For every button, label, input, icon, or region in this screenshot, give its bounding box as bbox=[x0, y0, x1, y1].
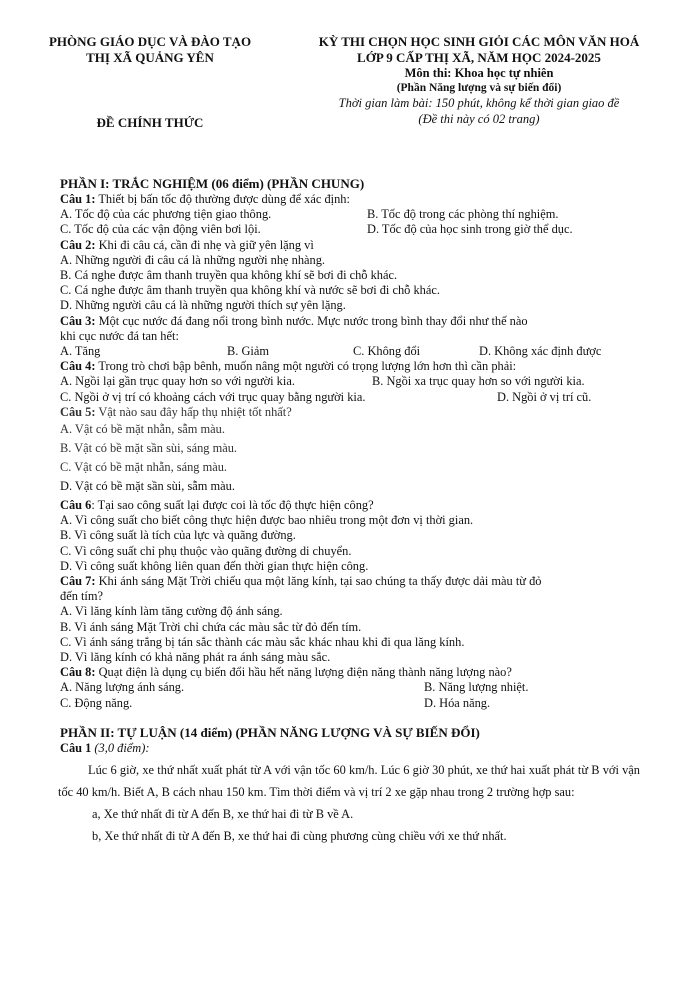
question-1 bbox=[60, 192, 640, 207]
question-3 bbox=[60, 314, 640, 329]
question-2 bbox=[60, 238, 640, 253]
question-label: Câu 5: bbox=[60, 404, 96, 419]
options-row bbox=[60, 680, 640, 695]
exam-time: Thời gian làm bài: 150 phút, không kể thời gian giao đề bbox=[338, 96, 620, 110]
question-label: Câu 3: bbox=[60, 313, 96, 328]
issuer-block bbox=[26, 34, 274, 66]
part2-title: PHẦN II: TỰ LUẬN (14 điểm) (PHẦN NĂNG LƯỢNG VÀ SỰ BIẾN ĐỔI) bbox=[60, 724, 480, 740]
essay-case-a: a, Xe thứ nhất đi từ A đến B, xe thứ hai đi từ B về A. bbox=[92, 807, 354, 822]
option-a: A. Vì lăng kính làm tăng cường độ ánh sáng. bbox=[60, 604, 283, 619]
exam-subject: Môn thi: Khoa học tự nhiên bbox=[404, 66, 554, 80]
option-a: A. Vì công suất cho biết công thực hiện được bao nhiêu trong một đơn vị thời gian. bbox=[60, 513, 474, 528]
question-label: Câu 7: bbox=[60, 574, 96, 589]
question-7 bbox=[60, 574, 640, 589]
question-label: Câu 8: bbox=[60, 665, 96, 680]
option-c: C. Ngồi ở vị trí có khoảng cách với trục quay bằng người kia. bbox=[60, 389, 366, 404]
question-text: Khi đi câu cá, cần đi nhẹ và giữ yên lặng vì bbox=[95, 237, 314, 252]
question-4 bbox=[60, 359, 640, 374]
options-row bbox=[60, 207, 640, 222]
option-d: D. Vật có bề mặt sần sùi, sẫm màu. bbox=[60, 479, 235, 494]
question-text: Thiết bị bấn tốc độ thường được dùng để xác định: bbox=[95, 192, 350, 206]
essay-question-1-text: Lúc 6 giờ, xe thứ nhất xuất phát từ A với vận tốc 60 km/h. Lúc 6 giờ 30 phút, xe thứ hai xuất phát từ B với vận tốc 40 km/h. Biết A, B cách nhau 150 km. Tìm thời điểm và vị trí 2 xe gặp nhau trong 2 trường hợp sau: bbox=[58, 763, 640, 800]
option-a: A. Tốc độ của các phương tiện giao thông. bbox=[60, 207, 272, 222]
question-6 bbox=[60, 498, 640, 513]
option-a: A. Ngồi lại gần trục quay hơn so với người kia. bbox=[60, 374, 295, 389]
question-5 bbox=[60, 405, 640, 420]
official-label: ĐỀ CHÍNH THỨC bbox=[96, 115, 204, 130]
essay-question-1-heading bbox=[60, 741, 640, 756]
question-text: Trong trò chơi bập bênh, muốn nâng một người có trọng lượng lớn hơn thì cần phải: bbox=[95, 359, 517, 374]
option-a: A. Những người đi câu cá là những người nhẹ nhàng. bbox=[60, 252, 326, 267]
option-d: D. Ngồi ở vị trí cũ. bbox=[497, 389, 592, 404]
exam-title-line-1: KỲ THI CHỌN HỌC SINH GIỎI CÁC MÔN VĂN HOÁ bbox=[318, 34, 640, 49]
question-label: Câu 4: bbox=[60, 359, 96, 374]
option-b: B. Cá nghe được âm thanh truyền qua không khí sẽ bơi đi chỗ khác. bbox=[60, 268, 398, 283]
option-a: A. Tăng bbox=[60, 344, 101, 359]
question-text-cont: đến tím? bbox=[60, 589, 104, 604]
question-label: Câu 6 bbox=[60, 498, 92, 513]
option-b: B. Vật có bề mặt sần sùi, sáng màu. bbox=[60, 441, 237, 456]
option-d: D. Không xác định được bbox=[479, 344, 602, 359]
option-d: D. Hóa năng. bbox=[424, 695, 491, 710]
exam-title-block bbox=[286, 34, 672, 127]
option-c: C. Tốc độ của các vận động viên bơi lội. bbox=[60, 222, 261, 237]
option-a: A. Vật có bề mặt nhẵn, sẫm màu. bbox=[60, 422, 225, 437]
option-b: B. Năng lượng nhiệt. bbox=[424, 680, 529, 695]
option-a: A. Năng lượng ánh sáng. bbox=[60, 680, 185, 695]
exam-title-line-2: LỚP 9 CẤP THỊ XÃ, NĂM HỌC 2024-2025 bbox=[357, 50, 601, 65]
exam-pages: (Đề thi này có 02 trang) bbox=[418, 112, 540, 126]
question-label: Câu 1 bbox=[60, 740, 92, 755]
option-c: C. Cá nghe được âm thanh truyền qua không khí và nước sẽ bơi đi chỗ khác. bbox=[60, 283, 440, 298]
part1-title: PHẦN I: TRẮC NGHIỆM (06 điểm) (PHẦN CHUNG) bbox=[60, 176, 365, 191]
options-row bbox=[60, 390, 640, 405]
options-row bbox=[60, 344, 640, 359]
option-c: C. Không đổi bbox=[353, 344, 421, 359]
option-b: B. Ngồi xa trục quay hơn so với người kia. bbox=[372, 374, 585, 389]
options-row bbox=[60, 696, 640, 711]
option-b: B. Giảm bbox=[227, 344, 269, 359]
option-c: C. Vật có bề mặt nhẵn, sáng màu. bbox=[60, 460, 228, 475]
question-label: Câu 1: bbox=[60, 192, 96, 206]
exam-content bbox=[60, 176, 640, 847]
option-c: C. Động năng. bbox=[60, 695, 133, 710]
question-label: Câu 2: bbox=[60, 237, 96, 252]
option-b: B. Tốc độ trong các phòng thí nghiệm. bbox=[367, 207, 559, 222]
question-text: Quạt điện là dụng cụ biến đổi hầu hết năng lượng điện năng thành năng lượng nào? bbox=[95, 665, 512, 680]
issuer-line-1: PHÒNG GIÁO DỤC VÀ ĐÀO TẠO bbox=[48, 34, 252, 49]
question-8 bbox=[60, 665, 640, 680]
issuer-line-2: THỊ XÃ QUẢNG YÊN bbox=[86, 50, 214, 65]
option-c: C. Vì công suất chỉ phụ thuộc vào quãng đường di chuyển. bbox=[60, 543, 352, 558]
question-text: Một cục nước đá đang nổi trong bình nước. Mực nước trong bình thay đổi như thế nào bbox=[95, 313, 528, 328]
options-row bbox=[60, 374, 640, 389]
question-text: Vật nào sau đây hấp thụ nhiệt tốt nhất? bbox=[95, 404, 292, 419]
question-points: (3,0 điểm): bbox=[91, 740, 150, 755]
essay-case-b: b, Xe thứ nhất đi từ A đến B, xe thứ hai đi cùng phương cùng chiều với xe thứ nhất. bbox=[92, 829, 507, 844]
option-d: D. Những người câu cá là những người thích sự yên lặng. bbox=[60, 298, 346, 313]
option-c: C. Vì ánh sáng trắng bị tán sắc thành các màu sắc khác nhau khi đi qua lăng kính. bbox=[60, 634, 465, 649]
exam-part: (Phần Năng lượng và sự biến đổi) bbox=[396, 82, 562, 94]
option-b: B. Vì ánh sáng Mặt Trời chỉ chứa các màu sắc từ đỏ đến tím. bbox=[60, 619, 362, 634]
section-gap bbox=[60, 711, 640, 725]
question-text: : Tại sao công suất lại được coi là tốc độ thực hiện công? bbox=[91, 498, 374, 513]
question-text-cont: khi cục nước đá tan hết: bbox=[60, 328, 179, 343]
option-d: D. Vì công suất không liên quan đến thời gian thực hiện công. bbox=[60, 558, 369, 573]
option-d: D. Tốc độ của học sinh trong giờ thể dục. bbox=[367, 222, 573, 237]
options-row bbox=[60, 222, 640, 237]
option-d: D. Vì lăng kính có khả năng phát ra ánh sáng màu sắc. bbox=[60, 650, 331, 665]
option-b: B. Vì công suất là tích của lực và quãng đường. bbox=[60, 528, 296, 543]
question-text: Khi ánh sáng Mặt Trời chiếu qua một lăng kính, tại sao chúng ta thấy được dải màu từ đỏ bbox=[95, 574, 542, 589]
